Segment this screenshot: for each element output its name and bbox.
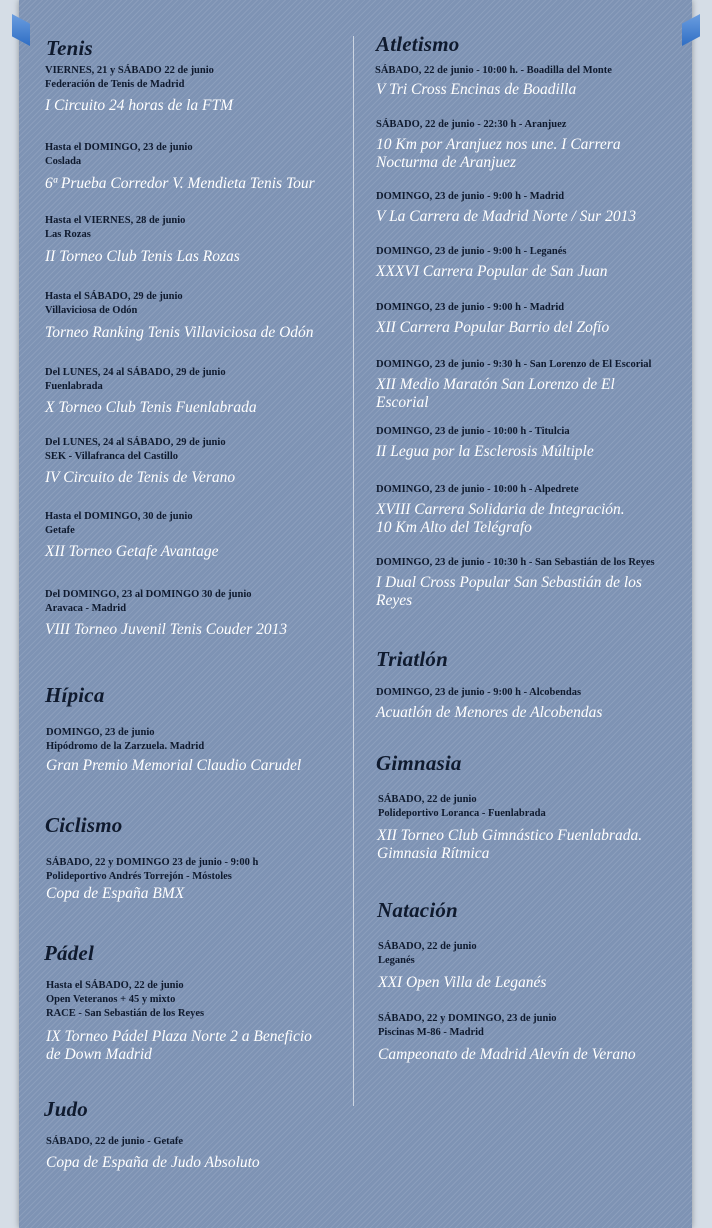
event-meta: Open Veteranos + 45 y mixto xyxy=(46,994,176,1005)
section-heading-judo: Judo xyxy=(44,1097,88,1121)
event-meta: Coslada xyxy=(45,156,82,167)
event-title: IX Torneo Pádel Plaza Norte 2 a Beneficio xyxy=(46,1028,312,1045)
event-meta: DOMINGO, 23 de junio - 9:00 h - Madrid xyxy=(376,302,565,313)
event-meta: DOMINGO, 23 de junio - 10:00 h - Alpedrete xyxy=(376,484,579,495)
event-meta: DOMINGO, 23 de junio - 10:30 h - San Sebastián de los Reyes xyxy=(376,557,655,568)
event-meta: Hasta el DOMINGO, 23 de junio xyxy=(45,142,193,153)
event-meta: Del LUNES, 24 al SÁBADO, 29 de junio xyxy=(45,367,226,378)
event-title: XII Medio Maratón San Lorenzo de El xyxy=(376,376,615,393)
section-heading-natacion: Natación xyxy=(377,898,458,922)
event-title: II Torneo Club Tenis Las Rozas xyxy=(45,248,240,265)
event-meta: SÁBADO, 22 de junio - Getafe xyxy=(46,1136,184,1147)
event-title: de Down Madrid xyxy=(46,1046,152,1063)
event-title: Copa de España BMX xyxy=(46,885,185,902)
section-heading-atletismo: Atletismo xyxy=(376,32,460,56)
event-title: Escorial xyxy=(376,394,429,411)
event-meta: Hasta el DOMINGO, 30 de junio xyxy=(45,511,193,522)
event-title: V La Carrera de Madrid Norte / Sur 2013 xyxy=(376,208,637,225)
event-meta: DOMINGO, 23 de junio - 9:30 h - San Lorenzo de El Escorial xyxy=(376,359,652,370)
section-heading-hipica: Hípica xyxy=(45,683,105,707)
event-meta: VIERNES, 21 y SÁBADO 22 de junio xyxy=(45,65,214,76)
event-meta: Polideportivo Loranca - Fuenlabrada xyxy=(378,808,546,819)
event-title: I Circuito 24 horas de la FTM xyxy=(45,97,234,114)
event-meta: SEK - Villafranca del Castillo xyxy=(45,451,179,462)
event-meta: SÁBADO, 22 de junio xyxy=(378,941,477,952)
event-title: XXXVI Carrera Popular de San Juan xyxy=(376,263,608,280)
event-title: XII Torneo Getafe Avantage xyxy=(45,543,219,560)
event-meta: Hipódromo de la Zarzuela. Madrid xyxy=(46,741,205,752)
event-meta: Villaviciosa de Odón xyxy=(45,305,138,316)
event-meta: DOMINGO, 23 de junio - 9:00 h - Leganés xyxy=(376,246,567,257)
event-title: XII Torneo Club Gimnástico Fuenlabrada. xyxy=(377,827,643,844)
event-meta: SÁBADO, 22 de junio xyxy=(378,794,477,805)
section-heading-triatlon: Triatlón xyxy=(376,647,449,671)
event-title: XXI Open Villa de Leganés xyxy=(378,974,547,991)
event-title: VIII Torneo Juvenil Tenis Couder 2013 xyxy=(45,621,288,638)
event-meta: Del LUNES, 24 al SÁBADO, 29 de junio xyxy=(45,437,226,448)
event-meta: Federación de Tenis de Madrid xyxy=(45,79,185,90)
event-meta: RACE - San Sebastián de los Reyes xyxy=(46,1008,205,1019)
event-meta: Las Rozas xyxy=(45,229,91,240)
event-meta: Hasta el SÁBADO, 29 de junio xyxy=(45,291,183,302)
event-meta: DOMINGO, 23 de junio - 10:00 h - Titulcia xyxy=(376,426,570,437)
column-divider xyxy=(353,36,354,1106)
event-title: Campeonato de Madrid Alevín de Verano xyxy=(378,1046,636,1063)
section-heading-tenis: Tenis xyxy=(46,36,93,60)
event-title: 10 Km por Aranjuez nos une. I Carrera xyxy=(376,136,621,153)
event-title: Copa de España de Judo Absoluto xyxy=(46,1154,260,1171)
event-meta: Leganés xyxy=(378,955,415,966)
section-heading-padel: Pádel xyxy=(44,941,94,965)
event-title: Reyes xyxy=(376,592,413,609)
event-meta: Del DOMINGO, 23 al DOMINGO 30 de junio xyxy=(45,589,252,600)
event-meta: SÁBADO, 22 y DOMINGO, 23 de junio xyxy=(378,1013,557,1024)
event-title: 6ª Prueba Corredor V. Mendieta Tenis Tour xyxy=(45,175,315,192)
event-meta: SÁBADO, 22 de junio - 10:00 h. - Boadilla del Monte xyxy=(375,65,612,76)
event-title: X Torneo Club Tenis Fuenlabrada xyxy=(45,399,257,416)
section-heading-ciclismo: Ciclismo xyxy=(45,813,123,837)
event-title: 10 Km Alto del Telégrafo xyxy=(376,519,532,536)
event-meta: SÁBADO, 22 de junio - 22:30 h - Aranjuez xyxy=(376,119,567,130)
event-meta: DOMINGO, 23 de junio - 9:00 h - Alcobendas xyxy=(376,687,582,698)
event-title: Gran Premio Memorial Claudio Carudel xyxy=(46,757,302,774)
section-heading-gimnasia: Gimnasia xyxy=(376,751,462,775)
event-meta: Fuenlabrada xyxy=(45,381,103,392)
event-meta: Piscinas M-86 - Madrid xyxy=(378,1027,484,1038)
event-meta: DOMINGO, 23 de junio - 9:00 h - Madrid xyxy=(376,191,565,202)
event-title: Acuatlón de Menores de Alcobendas xyxy=(376,704,603,721)
event-title: Torneo Ranking Tenis Villaviciosa de Odón xyxy=(45,324,314,341)
event-meta: DOMINGO, 23 de junio xyxy=(46,727,155,738)
event-meta: Polideportivo Andrés Torrejón - Móstoles xyxy=(46,871,232,882)
event-title: II Legua por la Esclerosis Múltiple xyxy=(376,443,594,460)
event-meta: Getafe xyxy=(45,525,75,536)
event-title: Gimnasia Rítmica xyxy=(377,845,490,862)
event-title: IV Circuito de Tenis de Verano xyxy=(45,469,236,486)
event-meta: Hasta el VIERNES, 28 de junio xyxy=(45,215,186,226)
event-title: XVIII Carrera Solidaria de Integración. xyxy=(376,501,625,518)
event-meta: SÁBADO, 22 y DOMINGO 23 de junio - 9:00 h xyxy=(46,857,259,868)
event-title: Nocturma de Aranjuez xyxy=(376,154,517,171)
event-title: V Tri Cross Encinas de Boadilla xyxy=(376,81,577,98)
event-meta: Hasta el SÁBADO, 22 de junio xyxy=(46,980,184,991)
event-meta: Aravaca - Madrid xyxy=(45,603,127,614)
event-title: XII Carrera Popular Barrio del Zofío xyxy=(376,319,610,336)
event-title: I Dual Cross Popular San Sebastián de los xyxy=(376,574,642,591)
